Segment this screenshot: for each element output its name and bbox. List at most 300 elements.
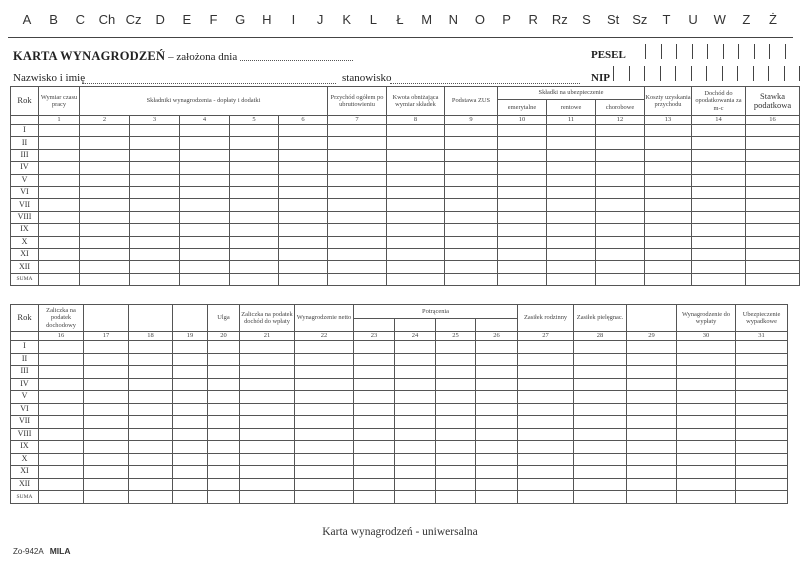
t1-entry-cell[interactable] [547,199,596,211]
t1-entry-cell[interactable] [645,248,692,260]
t2-entry-cell[interactable] [574,478,627,491]
t2-entry-cell[interactable] [129,416,173,429]
t2-entry-cell[interactable] [354,416,395,429]
t1-entry-cell[interactable] [130,224,180,236]
t1-entry-cell[interactable] [180,224,230,236]
t2-entry-cell[interactable] [84,353,129,366]
t2-entry-cell[interactable] [208,416,240,429]
t1-entry-cell[interactable] [596,273,645,285]
t2-entry-cell[interactable] [354,466,395,479]
t2-entry-cell[interactable] [476,366,518,379]
t1-entry-cell[interactable] [547,125,596,137]
t2-entry-cell[interactable] [354,441,395,454]
t2-entry-cell[interactable] [129,353,173,366]
t2-entry-cell[interactable] [395,391,436,404]
t2-entry-cell[interactable] [84,366,129,379]
t1-entry-cell[interactable] [387,273,445,285]
t2-entry-cell[interactable] [476,466,518,479]
t2-entry-cell[interactable] [395,466,436,479]
t1-entry-cell[interactable] [498,199,547,211]
t1-entry-cell[interactable] [596,211,645,223]
t2-entry-cell[interactable] [173,478,208,491]
t1-entry-cell[interactable] [645,199,692,211]
t1-entry-cell[interactable] [328,137,387,149]
t2-entry-cell[interactable] [208,466,240,479]
t1-entry-cell[interactable] [547,248,596,260]
t1-entry-cell[interactable] [180,211,230,223]
t2-entry-cell[interactable] [627,403,677,416]
t1-entry-cell[interactable] [328,248,387,260]
t1-entry-cell[interactable] [130,149,180,161]
t2-entry-cell[interactable] [436,341,476,354]
t2-entry-cell[interactable] [518,428,574,441]
t1-entry-cell[interactable] [547,162,596,174]
t2-entry-cell[interactable] [173,366,208,379]
t1-entry-cell[interactable] [387,162,445,174]
t1-entry-cell[interactable] [130,273,180,285]
t2-entry-cell[interactable] [436,466,476,479]
t1-entry-cell[interactable] [39,261,80,273]
t2-entry-cell[interactable] [84,378,129,391]
t1-entry-cell[interactable] [445,224,498,236]
t2-entry-cell[interactable] [354,378,395,391]
t1-entry-cell[interactable] [180,125,230,137]
t1-entry-cell[interactable] [645,186,692,198]
t2-entry-cell[interactable] [208,453,240,466]
t1-entry-cell[interactable] [279,149,328,161]
t1-entry-cell[interactable] [230,149,279,161]
t1-entry-cell[interactable] [547,211,596,223]
t1-entry-cell[interactable] [80,137,130,149]
t1-entry-cell[interactable] [328,236,387,248]
t2-entry-cell[interactable] [736,478,788,491]
t1-entry-cell[interactable] [596,248,645,260]
t1-entry-cell[interactable] [279,224,328,236]
t1-entry-cell[interactable] [180,149,230,161]
t1-entry-cell[interactable] [80,236,130,248]
t2-entry-cell[interactable] [677,491,736,504]
t2-entry-cell[interactable] [129,403,173,416]
t1-entry-cell[interactable] [445,174,498,186]
t1-entry-cell[interactable] [230,273,279,285]
t1-entry-cell[interactable] [547,273,596,285]
t2-entry-cell[interactable] [627,428,677,441]
t2-entry-cell[interactable] [574,366,627,379]
t1-entry-cell[interactable] [328,174,387,186]
t1-entry-cell[interactable] [445,199,498,211]
t2-entry-cell[interactable] [240,353,295,366]
t1-entry-cell[interactable] [80,186,130,198]
t1-entry-cell[interactable] [692,236,746,248]
t2-entry-cell[interactable] [354,341,395,354]
t2-entry-cell[interactable] [173,453,208,466]
t1-entry-cell[interactable] [230,211,279,223]
t1-entry-cell[interactable] [387,261,445,273]
t1-entry-cell[interactable] [230,186,279,198]
t2-entry-cell[interactable] [208,441,240,454]
t2-entry-cell[interactable] [436,428,476,441]
t1-entry-cell[interactable] [645,224,692,236]
t2-entry-cell[interactable] [476,453,518,466]
t1-entry-cell[interactable] [180,236,230,248]
t1-entry-cell[interactable] [596,224,645,236]
t1-entry-cell[interactable] [746,186,800,198]
t1-entry-cell[interactable] [645,125,692,137]
t2-entry-cell[interactable] [354,366,395,379]
t2-entry-cell[interactable] [39,428,84,441]
t2-entry-cell[interactable] [240,466,295,479]
t1-entry-cell[interactable] [445,248,498,260]
t1-entry-cell[interactable] [692,248,746,260]
t1-entry-cell[interactable] [692,125,746,137]
t2-entry-cell[interactable] [295,491,354,504]
t2-entry-cell[interactable] [129,441,173,454]
t1-entry-cell[interactable] [130,186,180,198]
t2-entry-cell[interactable] [518,403,574,416]
t1-entry-cell[interactable] [498,273,547,285]
t1-entry-cell[interactable] [130,199,180,211]
t1-entry-cell[interactable] [230,174,279,186]
t2-entry-cell[interactable] [574,441,627,454]
t2-entry-cell[interactable] [518,453,574,466]
t2-entry-cell[interactable] [395,441,436,454]
t2-entry-cell[interactable] [736,491,788,504]
t2-entry-cell[interactable] [677,416,736,429]
t2-entry-cell[interactable] [208,378,240,391]
t2-entry-cell[interactable] [39,416,84,429]
t2-entry-cell[interactable] [354,353,395,366]
t1-entry-cell[interactable] [279,174,328,186]
t1-entry-cell[interactable] [746,174,800,186]
t2-entry-cell[interactable] [518,366,574,379]
t1-entry-cell[interactable] [746,199,800,211]
t1-entry-cell[interactable] [547,261,596,273]
t2-entry-cell[interactable] [39,403,84,416]
t1-entry-cell[interactable] [328,199,387,211]
t1-entry-cell[interactable] [328,162,387,174]
t1-entry-cell[interactable] [80,261,130,273]
t1-entry-cell[interactable] [180,199,230,211]
t1-entry-cell[interactable] [692,224,746,236]
t1-entry-cell[interactable] [39,211,80,223]
t2-entry-cell[interactable] [395,491,436,504]
t2-entry-cell[interactable] [736,416,788,429]
t1-entry-cell[interactable] [80,211,130,223]
t2-entry-cell[interactable] [627,353,677,366]
t2-entry-cell[interactable] [354,403,395,416]
t2-entry-cell[interactable] [677,453,736,466]
t2-entry-cell[interactable] [129,428,173,441]
t2-entry-cell[interactable] [436,353,476,366]
t2-entry-cell[interactable] [295,428,354,441]
t1-entry-cell[interactable] [80,248,130,260]
t2-entry-cell[interactable] [395,416,436,429]
t2-entry-cell[interactable] [574,416,627,429]
t2-entry-cell[interactable] [395,453,436,466]
t2-entry-cell[interactable] [240,441,295,454]
t2-entry-cell[interactable] [295,391,354,404]
t2-entry-cell[interactable] [436,403,476,416]
t1-entry-cell[interactable] [328,224,387,236]
t2-entry-cell[interactable] [39,391,84,404]
t2-entry-cell[interactable] [627,366,677,379]
t1-entry-cell[interactable] [328,149,387,161]
t2-entry-cell[interactable] [476,416,518,429]
t1-entry-cell[interactable] [230,261,279,273]
t1-entry-cell[interactable] [746,211,800,223]
t1-entry-cell[interactable] [279,236,328,248]
t1-entry-cell[interactable] [746,149,800,161]
t2-entry-cell[interactable] [436,441,476,454]
t2-entry-cell[interactable] [395,341,436,354]
t2-entry-cell[interactable] [395,378,436,391]
t1-entry-cell[interactable] [39,199,80,211]
t1-entry-cell[interactable] [279,248,328,260]
t1-entry-cell[interactable] [498,162,547,174]
t2-entry-cell[interactable] [208,353,240,366]
t2-entry-cell[interactable] [518,416,574,429]
t2-entry-cell[interactable] [84,453,129,466]
t2-entry-cell[interactable] [677,366,736,379]
t1-entry-cell[interactable] [445,149,498,161]
t2-entry-cell[interactable] [84,428,129,441]
t2-entry-cell[interactable] [736,403,788,416]
t2-entry-cell[interactable] [354,391,395,404]
t2-entry-cell[interactable] [240,491,295,504]
t1-entry-cell[interactable] [692,162,746,174]
t1-entry-cell[interactable] [498,224,547,236]
t1-entry-cell[interactable] [279,211,328,223]
t2-entry-cell[interactable] [677,441,736,454]
t2-entry-cell[interactable] [39,378,84,391]
t2-entry-cell[interactable] [476,341,518,354]
t2-entry-cell[interactable] [208,366,240,379]
t2-entry-cell[interactable] [476,391,518,404]
t2-entry-cell[interactable] [627,391,677,404]
t2-entry-cell[interactable] [295,353,354,366]
t1-entry-cell[interactable] [746,162,800,174]
t1-entry-cell[interactable] [387,137,445,149]
t1-entry-cell[interactable] [547,224,596,236]
t2-entry-cell[interactable] [173,341,208,354]
t2-entry-cell[interactable] [395,366,436,379]
t1-entry-cell[interactable] [279,186,328,198]
t1-entry-cell[interactable] [328,186,387,198]
t1-entry-cell[interactable] [80,162,130,174]
t1-entry-cell[interactable] [387,224,445,236]
t1-entry-cell[interactable] [645,236,692,248]
t2-entry-cell[interactable] [295,378,354,391]
t1-entry-cell[interactable] [547,236,596,248]
t2-entry-cell[interactable] [436,391,476,404]
t2-entry-cell[interactable] [84,466,129,479]
t2-entry-cell[interactable] [436,491,476,504]
t1-entry-cell[interactable] [645,137,692,149]
t2-entry-cell[interactable] [240,378,295,391]
t1-entry-cell[interactable] [692,186,746,198]
t2-entry-cell[interactable] [677,378,736,391]
t1-entry-cell[interactable] [180,186,230,198]
t2-entry-cell[interactable] [518,341,574,354]
t2-entry-cell[interactable] [129,491,173,504]
t2-entry-cell[interactable] [518,466,574,479]
t1-entry-cell[interactable] [547,186,596,198]
t2-entry-cell[interactable] [129,366,173,379]
t2-entry-cell[interactable] [574,453,627,466]
t2-entry-cell[interactable] [240,366,295,379]
t1-entry-cell[interactable] [498,236,547,248]
t1-entry-cell[interactable] [746,273,800,285]
t1-entry-cell[interactable] [279,162,328,174]
t2-entry-cell[interactable] [627,453,677,466]
t2-entry-cell[interactable] [39,453,84,466]
t2-entry-cell[interactable] [295,416,354,429]
t2-entry-cell[interactable] [208,403,240,416]
t2-entry-cell[interactable] [677,428,736,441]
t2-entry-cell[interactable] [677,403,736,416]
t2-entry-cell[interactable] [173,403,208,416]
t1-entry-cell[interactable] [498,248,547,260]
t2-entry-cell[interactable] [240,453,295,466]
t1-entry-cell[interactable] [596,186,645,198]
t1-entry-cell[interactable] [328,273,387,285]
t2-entry-cell[interactable] [240,403,295,416]
t1-entry-cell[interactable] [596,137,645,149]
t2-entry-cell[interactable] [39,466,84,479]
t2-entry-cell[interactable] [84,391,129,404]
t1-entry-cell[interactable] [746,137,800,149]
t2-entry-cell[interactable] [574,353,627,366]
t1-entry-cell[interactable] [130,236,180,248]
t2-entry-cell[interactable] [736,391,788,404]
t2-entry-cell[interactable] [208,391,240,404]
t2-entry-cell[interactable] [39,478,84,491]
t1-entry-cell[interactable] [547,174,596,186]
t2-entry-cell[interactable] [574,391,627,404]
t1-entry-cell[interactable] [230,224,279,236]
t2-entry-cell[interactable] [129,341,173,354]
t1-entry-cell[interactable] [387,199,445,211]
t2-entry-cell[interactable] [627,466,677,479]
t1-entry-cell[interactable] [445,261,498,273]
t2-entry-cell[interactable] [677,466,736,479]
t1-entry-cell[interactable] [279,125,328,137]
t2-entry-cell[interactable] [208,341,240,354]
t2-entry-cell[interactable] [173,416,208,429]
t1-entry-cell[interactable] [596,162,645,174]
t1-entry-cell[interactable] [39,149,80,161]
t1-entry-cell[interactable] [39,137,80,149]
t1-entry-cell[interactable] [80,125,130,137]
t1-entry-cell[interactable] [746,125,800,137]
t2-entry-cell[interactable] [129,453,173,466]
t1-entry-cell[interactable] [645,273,692,285]
t2-entry-cell[interactable] [173,428,208,441]
t1-entry-cell[interactable] [279,261,328,273]
t2-entry-cell[interactable] [84,416,129,429]
t2-entry-cell[interactable] [736,466,788,479]
t2-entry-cell[interactable] [736,428,788,441]
t2-entry-cell[interactable] [736,366,788,379]
t1-entry-cell[interactable] [498,261,547,273]
t1-entry-cell[interactable] [746,236,800,248]
t2-entry-cell[interactable] [173,391,208,404]
t1-entry-cell[interactable] [180,162,230,174]
t1-entry-cell[interactable] [645,211,692,223]
t2-entry-cell[interactable] [476,491,518,504]
t2-entry-cell[interactable] [240,391,295,404]
t2-entry-cell[interactable] [436,478,476,491]
t1-entry-cell[interactable] [80,149,130,161]
t1-entry-cell[interactable] [692,211,746,223]
t1-entry-cell[interactable] [387,248,445,260]
t2-entry-cell[interactable] [129,478,173,491]
t2-entry-cell[interactable] [518,491,574,504]
t1-entry-cell[interactable] [692,199,746,211]
t2-entry-cell[interactable] [240,416,295,429]
t1-entry-cell[interactable] [692,149,746,161]
t1-entry-cell[interactable] [596,125,645,137]
t1-entry-cell[interactable] [80,199,130,211]
t1-entry-cell[interactable] [230,125,279,137]
t2-entry-cell[interactable] [395,353,436,366]
t2-entry-cell[interactable] [476,353,518,366]
t1-entry-cell[interactable] [230,199,279,211]
t1-entry-cell[interactable] [596,261,645,273]
t2-entry-cell[interactable] [354,491,395,504]
t2-entry-cell[interactable] [677,341,736,354]
t1-entry-cell[interactable] [645,174,692,186]
t1-entry-cell[interactable] [692,273,746,285]
t2-entry-cell[interactable] [627,416,677,429]
t1-entry-cell[interactable] [645,162,692,174]
t2-entry-cell[interactable] [84,441,129,454]
t2-entry-cell[interactable] [39,441,84,454]
t2-entry-cell[interactable] [518,353,574,366]
t1-entry-cell[interactable] [230,162,279,174]
t1-entry-cell[interactable] [445,125,498,137]
t1-entry-cell[interactable] [39,248,80,260]
t2-entry-cell[interactable] [574,378,627,391]
t2-entry-cell[interactable] [677,478,736,491]
t2-entry-cell[interactable] [295,403,354,416]
t2-entry-cell[interactable] [84,341,129,354]
t2-entry-cell[interactable] [627,491,677,504]
t2-entry-cell[interactable] [518,441,574,454]
t1-entry-cell[interactable] [445,186,498,198]
t2-entry-cell[interactable] [476,403,518,416]
t1-entry-cell[interactable] [180,261,230,273]
t1-entry-cell[interactable] [130,162,180,174]
t1-entry-cell[interactable] [645,149,692,161]
t1-entry-cell[interactable] [692,137,746,149]
t1-entry-cell[interactable] [746,224,800,236]
t2-entry-cell[interactable] [574,403,627,416]
t1-entry-cell[interactable] [130,211,180,223]
t2-entry-cell[interactable] [518,478,574,491]
t2-entry-cell[interactable] [173,466,208,479]
t1-entry-cell[interactable] [445,137,498,149]
t1-entry-cell[interactable] [39,273,80,285]
t2-entry-cell[interactable] [240,478,295,491]
t1-entry-cell[interactable] [230,248,279,260]
t1-entry-cell[interactable] [279,273,328,285]
t1-entry-cell[interactable] [387,186,445,198]
t1-entry-cell[interactable] [498,149,547,161]
t2-entry-cell[interactable] [736,378,788,391]
t2-entry-cell[interactable] [736,441,788,454]
t2-entry-cell[interactable] [574,428,627,441]
